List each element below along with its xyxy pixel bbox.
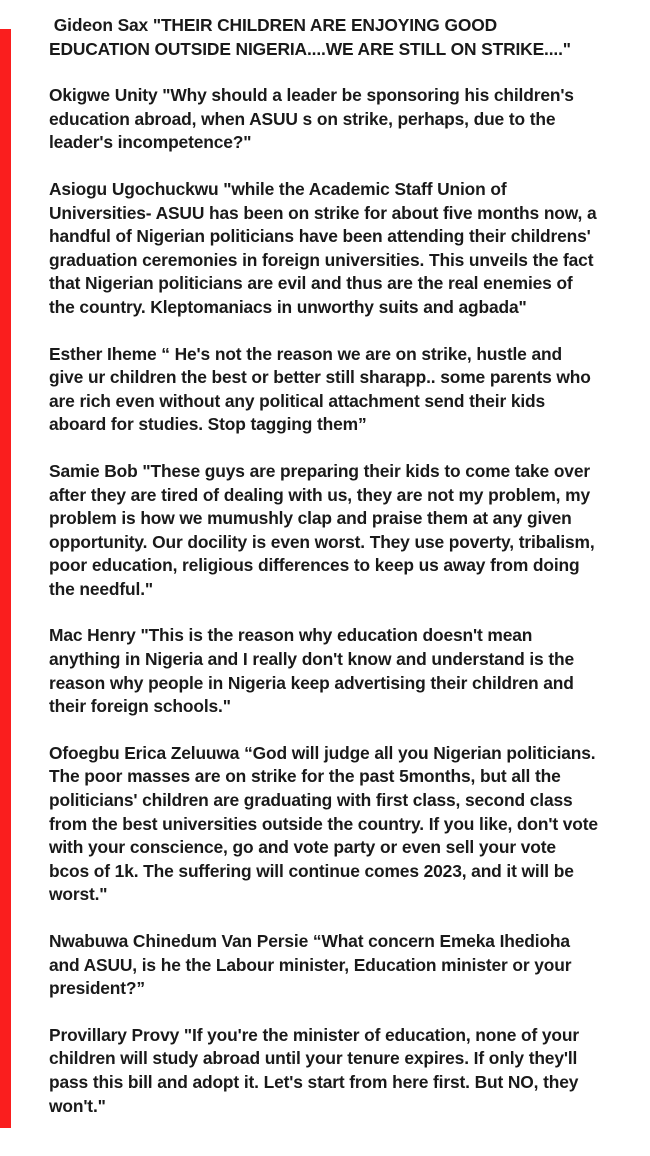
comment-list [49, 14, 603, 1118]
comment-provillary-provy: Provillary Provy "If you're the minister of education, none of your children will study abroad until your tenure expires. If only they'll pass this bill and adopt it. Let's start from here first. But NO, they won't." [49, 1024, 584, 1116]
comment-asiogu-ugochuckwu: Asiogu Ugochuckwu "while the Academic Staff Union of Universities- ASUU has been on strike for about five months now, a handful of Nigerian politicians have been attending their childrens' graduation ceremonies in foreign universities. This unveils the fact that Nigerian politicians are evil and thus are the real enemies of the country. Kleptomaniacs in unworthy suits and agbada" [49, 178, 602, 317]
comment-nwabuwa-chinedum-van-persie: Nwabuwa Chinedum Van Persie “What concern Emeka Ihedioha and ASUU, is he the Labour minister, Education minister or your president?” [49, 931, 577, 999]
comment-gideon-sax: Gideon Sax "THEIR CHILDREN ARE ENJOYING GOOD EDUCATION OUTSIDE NIGERIA....WE ARE STILL ON STRIKE...." [49, 15, 571, 59]
comment-okigwe-unity: Okigwe Unity "Why should a leader be sponsoring his children's education abroad, when ASUU s on strike, perhaps, due to the leader's incompetence?" [49, 85, 579, 153]
comment-ofoegbu-erica-zeluuwa: Ofoegbu Erica Zeluuwa “God will judge all you Nigerian politicians. The poor masses are on strike for the past 5months, but all the politicians' children are graduating with first class, second class from the best universities outside the country. If you like, don't vote with your conscience, go and vote party or even sell your vote bcos of 1k. The suffering will continue comes 2023, and it will be worst." [49, 742, 603, 905]
comment-samie-bob: Samie Bob "These guys are preparing their kids to come take over after they are tired of dealing with us, they are not my problem, my problem is how we mumushly clap and praise them at any given opportunity. Our docility is even worst. They use poverty, tribalism, poor education, religious differences to keep us away from doing the needful." [49, 460, 600, 599]
comment-esther-iheme: Esther Iheme “ He's not the reason we are on strike, hustle and give ur children the best or better still sharapp.. some parents who are rich even without any political attachment send their kids aboard for studies. Stop tagging them” [49, 343, 596, 435]
comment-mac-henry: Mac Henry "This is the reason why education doesn't mean anything in Nigeria and I really don't know and understand is the reason why people in Nigeria keep advertising their children and their foreign schools." [49, 625, 579, 717]
left-red-accent-bar [0, 29, 11, 1128]
